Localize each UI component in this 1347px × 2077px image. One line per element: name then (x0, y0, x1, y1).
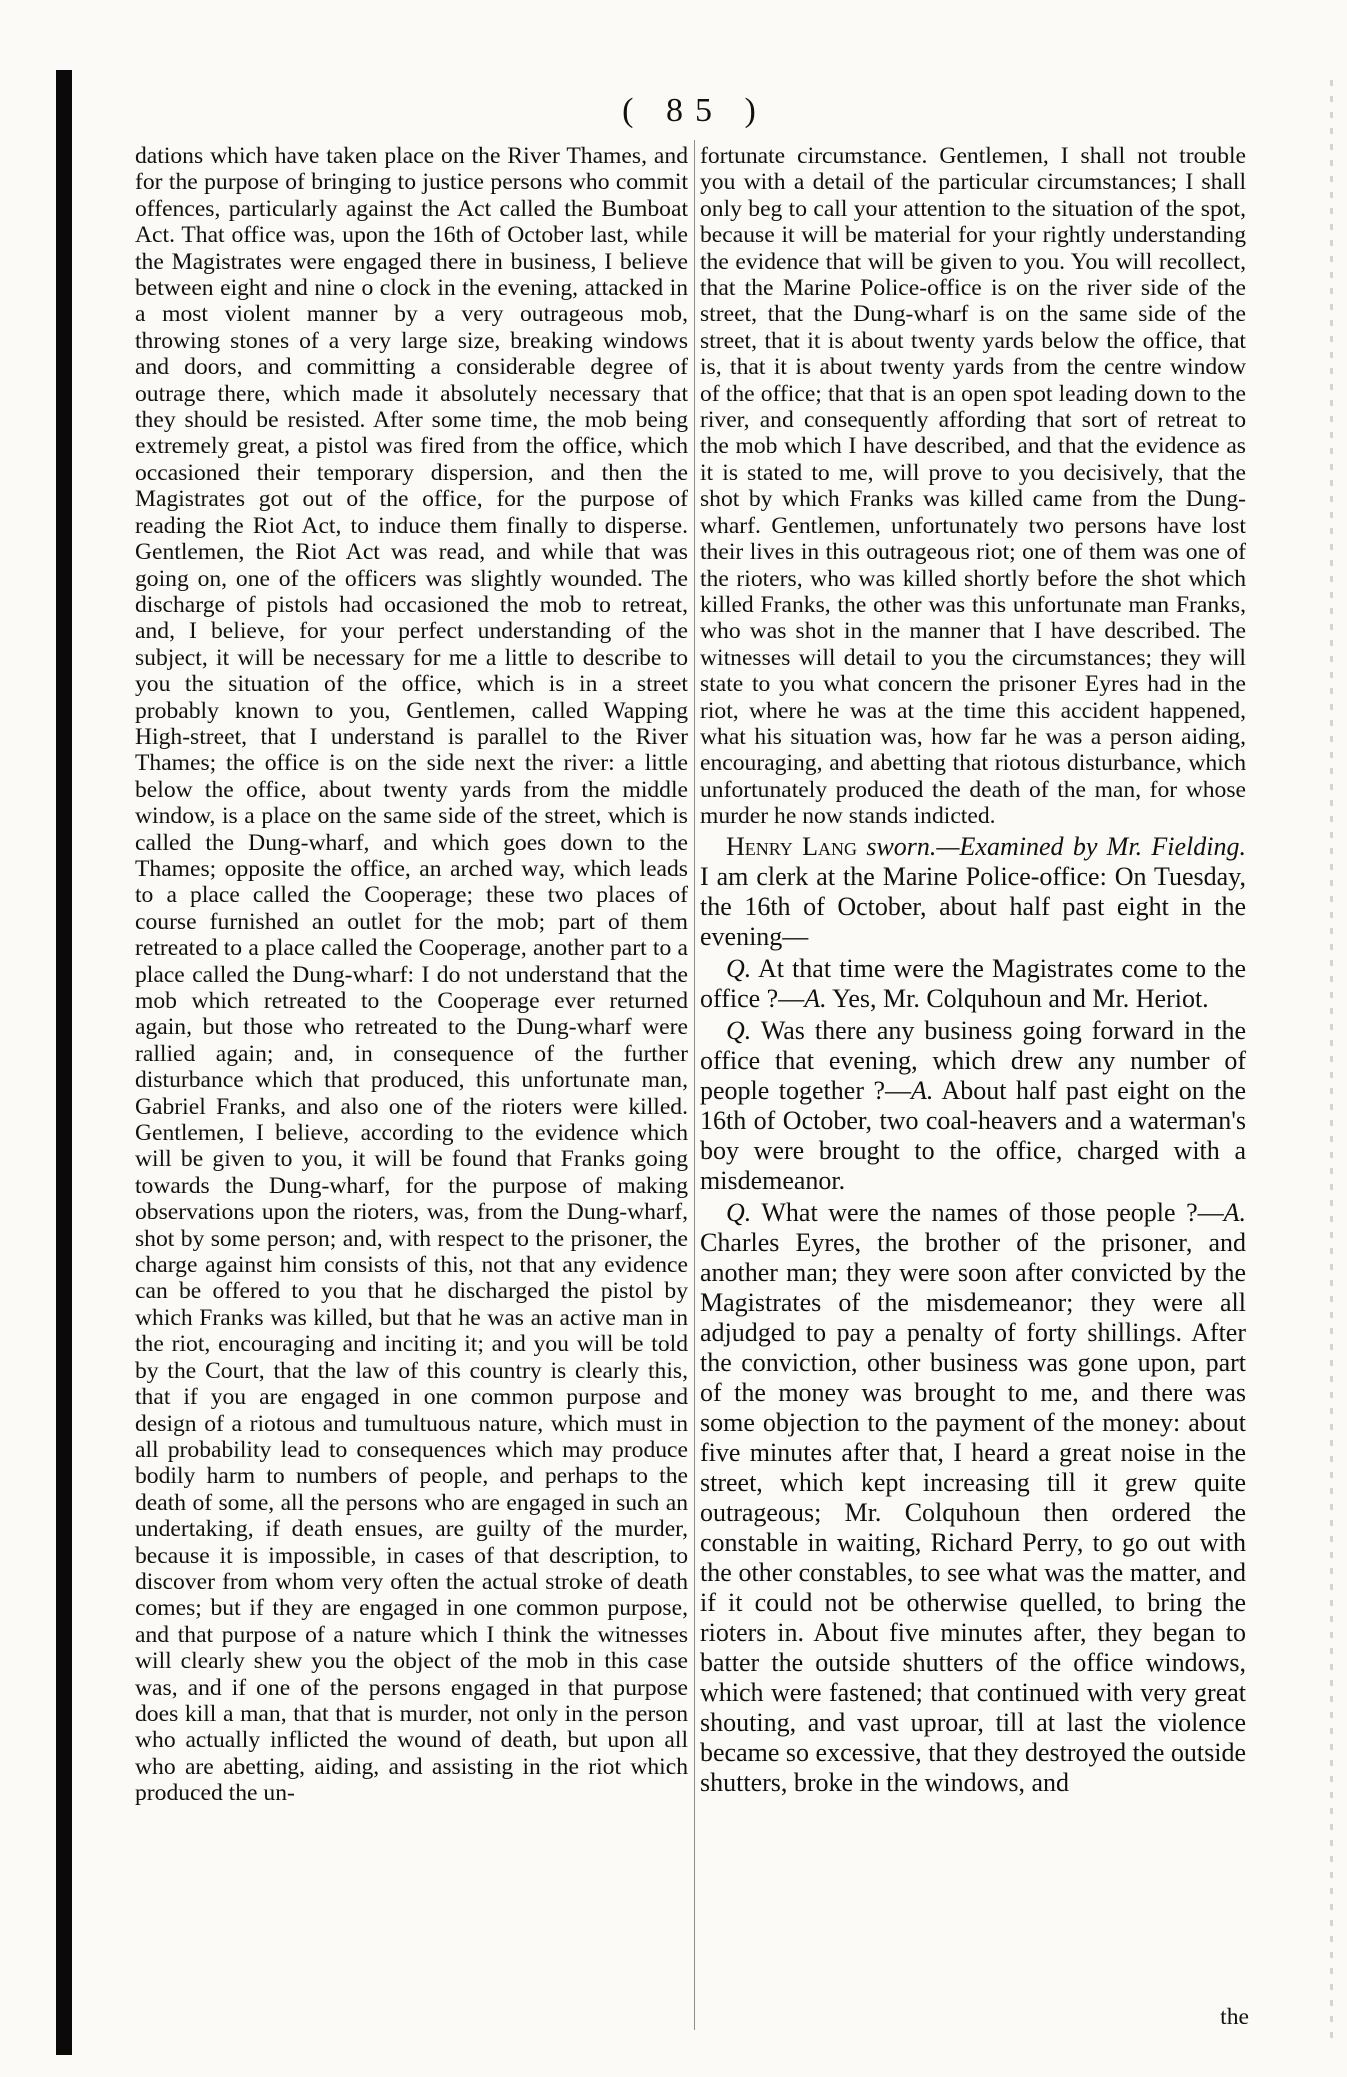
witness-text: I am clerk at the Marine Police-office: On Tuesday, the 16th of October, about half past eight in the evening— (700, 861, 1246, 951)
witness-name: Henry Lang (726, 831, 857, 861)
a-marker: A. (911, 1075, 934, 1105)
a-marker: A. (804, 983, 827, 1013)
left-column (135, 143, 688, 1807)
q-marker: Q. (726, 1197, 752, 1227)
q-marker: Q. (726, 953, 752, 983)
qa-1 (700, 954, 1246, 1014)
question-3: What were the names of those people ?— (761, 1197, 1224, 1227)
answer-1: Yes, Mr. Colquhoun and Mr. Heriot. (832, 983, 1209, 1013)
left-column-text: dations which have taken place on the River Thames, and for the purpose of bringing to justice persons who commit offences, particularly against the Act called the Bumboat Act. That office was, upon the 16th of October last, while the Magistrates were engaged there in business, I believe between eight and nine o clock in the evening, attacked in a most violent manner by a very outrageous mob, throwing stones of a very large size, breaking windows and doors, and committing a considerable degree of outrage there, which made it absolutely necessary that they should be resisted. After some time, the mob being extremely great, a pistol was fired from the office, which occasioned their temporary dispersion, and then the Magistrates got out of the office, for the purpose of reading the Riot Act, to induce them finally to disperse. Gentlemen, the Riot Act was read, and while that was going on, one of the officers was slightly wounded. The discharge of pistols had occasioned the mob to retreat, and, I believe, for your perfect understanding of the subject, it will be necessary for me a little to describe to you the situation of the office, which is in a street probably known to you, Gentlemen, called Wapping High-street, that I understand is parallel to the River Thames; the office is on the side next the river: a little below the office, about twenty yards from the middle window, is a place on the same side of the street, which is called the Dung-wharf, and which goes down to the Thames; opposite the office, an arched way, which leads to a place called the Cooperage; these two places of course furnished an outlet for the mob; part of them retreated to a place called the Cooperage, another part to a place called the Dung-wharf: I do not understand that the mob which retreated to the Cooperage ever returned again, but those who retreated to the Dung-wharf were rallied again; and, in consequence of the further disturbance which that produced, this unfortunate man, Gabriel Franks, and also one of the rioters were killed. Gentlemen, I believe, according to the evidence which will be given to you, it will be found that Franks going towards the Dung-wharf, for the purpose of making observations upon the rioters, was, from the Dung-wharf, shot by some person; and, with respect to the prisoner, the charge against him consists of this, not that any evidence can be offered to you that he discharged the pistol by which Franks was killed, but that he was an active man in the riot, encouraging and inciting it; and you will be told by the Court, that the law of this country is clearly this, that if you are engaged in one common purpose and design of a riotous and tumultuous nature, which must in all probability lead to consequences which may produce bodily harm to numbers of people, and perhaps to the death of some, all the persons who are engaged in such an undertaking, if death ensues, are guilty of the murder, because it is impossible, in cases of that description, to discover from whom very often the actual stroke of death comes; but if they are engaged in one common purpose, and that purpose of a nature which I think the witnesses will clearly shew you the object of the mob in this case was, and if one of the persons engaged in that purpose does kill a man, that that is murder, not only in the person who actually inflicted the wound of death, but upon all who are abetting, aiding, and assisting in the riot which produced the un- (135, 143, 688, 1807)
page-number: ( 85 ) (622, 92, 768, 129)
q-marker: Q. (726, 1015, 752, 1045)
answer-2: About half past eight on the 16th of October, two coal-heavers and a waterman's boy were brought to the office, charged with a misdemeanor. (700, 1075, 1246, 1195)
column-divider (694, 140, 695, 2030)
catchword: the (1220, 2004, 1249, 2030)
right-column-opening: fortunate circumstance. Gentlemen, I shall not trouble you with a detail of the particular circumstances; I shall only beg to call your attention to the situation of the spot, because it will be material for your rightly understanding the evidence that will be given to you. You will recollect, that the Marine Police-office is on the river side of the street, that the Dung-wharf is on the same side of the street, that it is about twenty yards below the office, that is, that it is about twenty yards from the centre window of the office; that that is an open spot leading down to the river, and consequently affording that sort of retreat to the mob which I have described, and that the evidence as it is stated to me, will prove to you decisively, that the shot by which Franks was killed came from the Dung-wharf. Gentlemen, unfortunately two persons have lost their lives in this outrageous riot; one of them was one of the rioters, who was killed shortly before the shot which killed Franks, the other was this unfortunate man Franks, who was shot in the manner that I have described. The witnesses will detail to you the circumstances; they will state to you what concern the prisoner Eyres had in the riot, where he was at the time this accident happened, what his situation was, how far he was a person aiding, encouraging, and abetting that riotous disturbance, which unfortunately produced the death of the man, for whose murder he now stands indicted. (700, 143, 1246, 830)
witness-paragraph (700, 832, 1246, 952)
right-column (700, 143, 1246, 1798)
witness-sworn: sworn.—Examined by Mr. Fielding. (866, 831, 1246, 861)
binding-edge (56, 70, 72, 2055)
a-marker: A. (1223, 1197, 1247, 1227)
question-1: At that time were the Magistrates come to the office ?— (700, 953, 1246, 1013)
answer-3: Charles Eyres, the brother of the prisoner, and another man; they were soon after convicted by the Magistrates of the misdemeanor; they were all adjudged to pay a penalty of forty shillings. After the conviction, other business was gone upon, part of the money was brought to me, and there was some objection to the payment of the money: about five minutes after that, I heard a great noise in the street, which kept increasing till it grew quite outrageous; Mr. Colquhoun then ordered the constable in waiting, Richard Perry, to go out with the other constables, to see what was the matter, and if it could not be otherwise quelled, to bring the rioters in. About five minutes after, they began to batter the outside shutters of the office windows, which were fastened; that continued with very great shouting, and vast uproar, till at last the violence became so excessive, that they destroyed the outside shutters, broke in the windows, and (700, 1227, 1246, 1797)
scan-edge-marks (1330, 80, 1333, 2040)
question-2: Was there any business going forward in the office that evening, which drew any number of people together ?— (700, 1015, 1246, 1105)
qa-2 (700, 1016, 1246, 1196)
qa-3 (700, 1198, 1246, 1798)
